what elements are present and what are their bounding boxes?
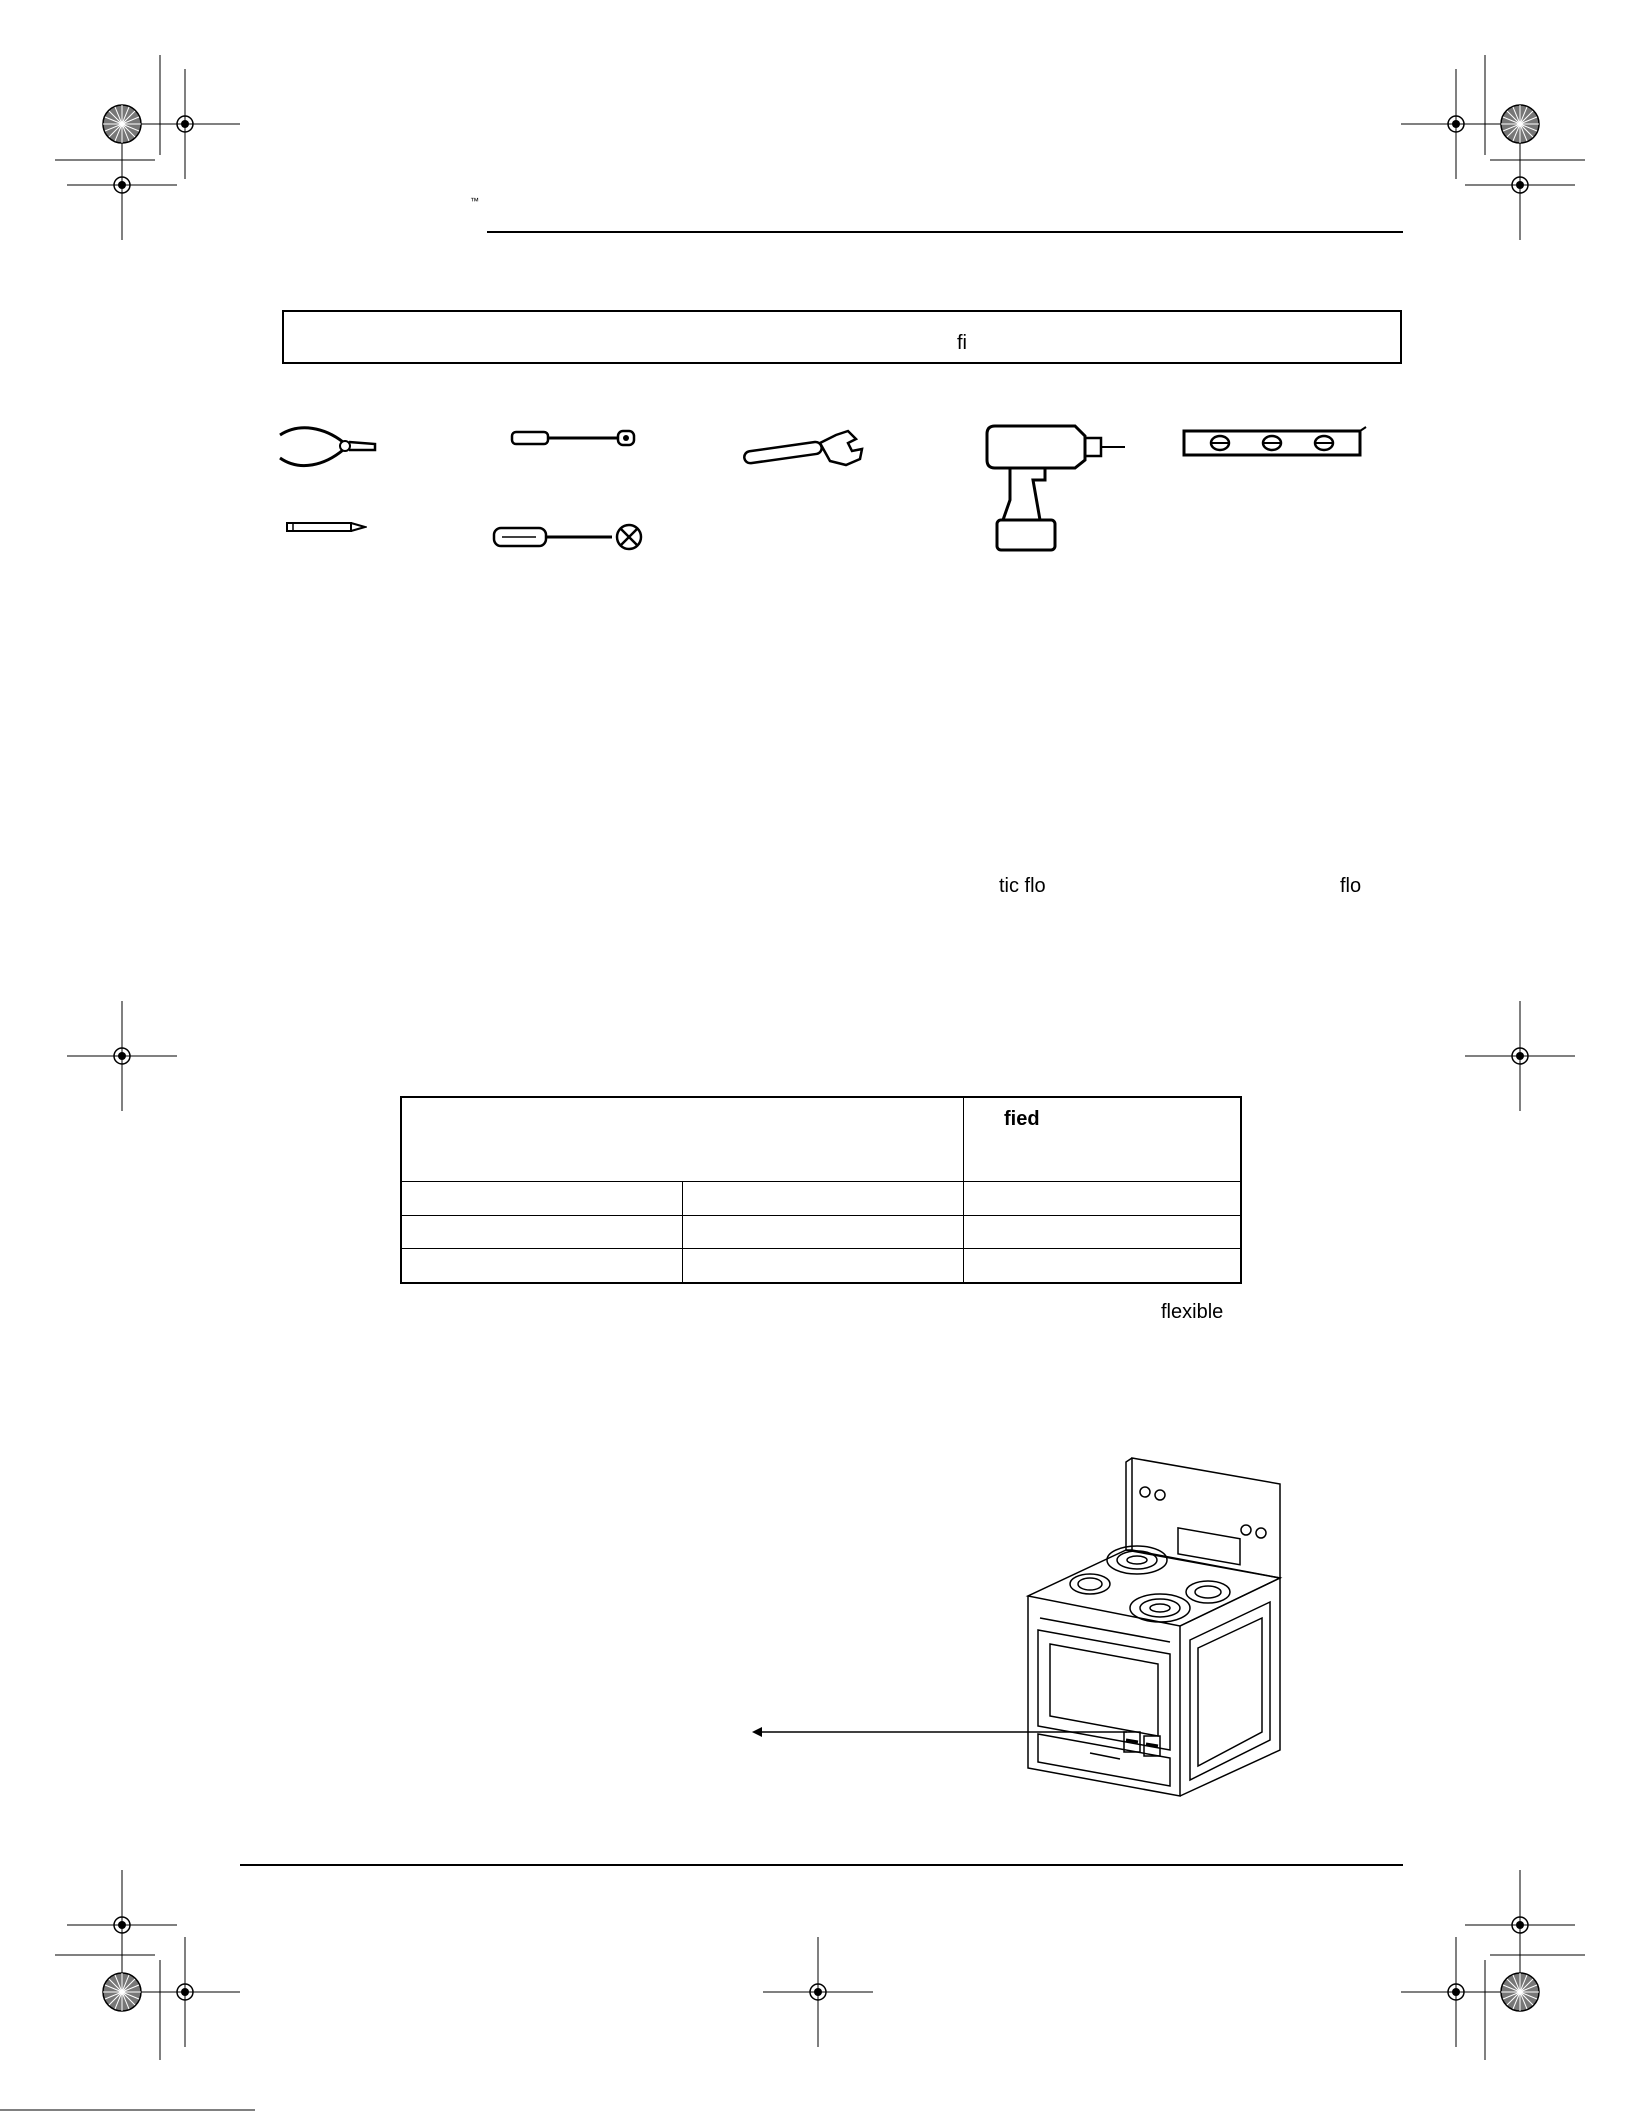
notice-box [282,310,1402,364]
reg-mark-mid-left [67,1001,177,1111]
reg-mark-bottom-center [763,1937,873,2047]
phillips-screwdriver-icon [492,520,647,555]
level-icon [1180,425,1370,460]
table-cell [964,1215,1242,1249]
table-cell [964,1182,1242,1216]
table-header-cell: fied [964,1097,1242,1182]
reg-mark-top-left-b [67,130,177,240]
table-cell [964,1249,1242,1283]
reg-mark-mid-right [1465,1001,1575,1111]
pencil-icon [285,520,367,534]
reg-mark-bottom-left-a [67,1870,177,1980]
table-cell [683,1182,964,1216]
table-header-cell [401,1097,964,1182]
reg-mark-top-left-a [130,69,240,179]
table-cell [401,1182,683,1216]
star-target-bottom-left [103,1973,141,2011]
reg-mark-top-right-a [1401,69,1511,179]
reg-mark-top-right-b [1465,130,1575,240]
table-cell [683,1215,964,1249]
footer-rule [240,1864,1403,1866]
star-target-top-right [1501,105,1539,143]
body-text-fragment: flo [1340,875,1362,897]
body-text-fragment: tic flo [999,875,1046,897]
reg-mark-bottom-left-b [130,1937,240,2047]
header-rule [487,231,1403,233]
pliers-icon [275,420,380,475]
cordless-drill-icon [985,420,1130,555]
reg-mark-bottom-right-b [1401,1937,1511,2047]
specification-table [400,1096,1242,1284]
notice-text: fi [957,332,967,354]
table-cell [401,1249,683,1283]
star-target-bottom-right [1501,1973,1539,2011]
body-text-fragment: flexible [1161,1301,1224,1323]
reg-mark-bottom-right-a [1465,1870,1575,1980]
adjustable-wrench-icon [740,425,870,470]
trademark-symbol: ™ [470,196,479,206]
table-row [401,1215,1241,1249]
electric-range-icon [1020,1450,1290,1845]
table-row [401,1182,1241,1216]
table-cell [401,1215,683,1249]
star-target-top-left [103,105,141,143]
table-row [401,1249,1241,1283]
nut-driver-icon [510,428,640,450]
table-cell [683,1249,964,1283]
